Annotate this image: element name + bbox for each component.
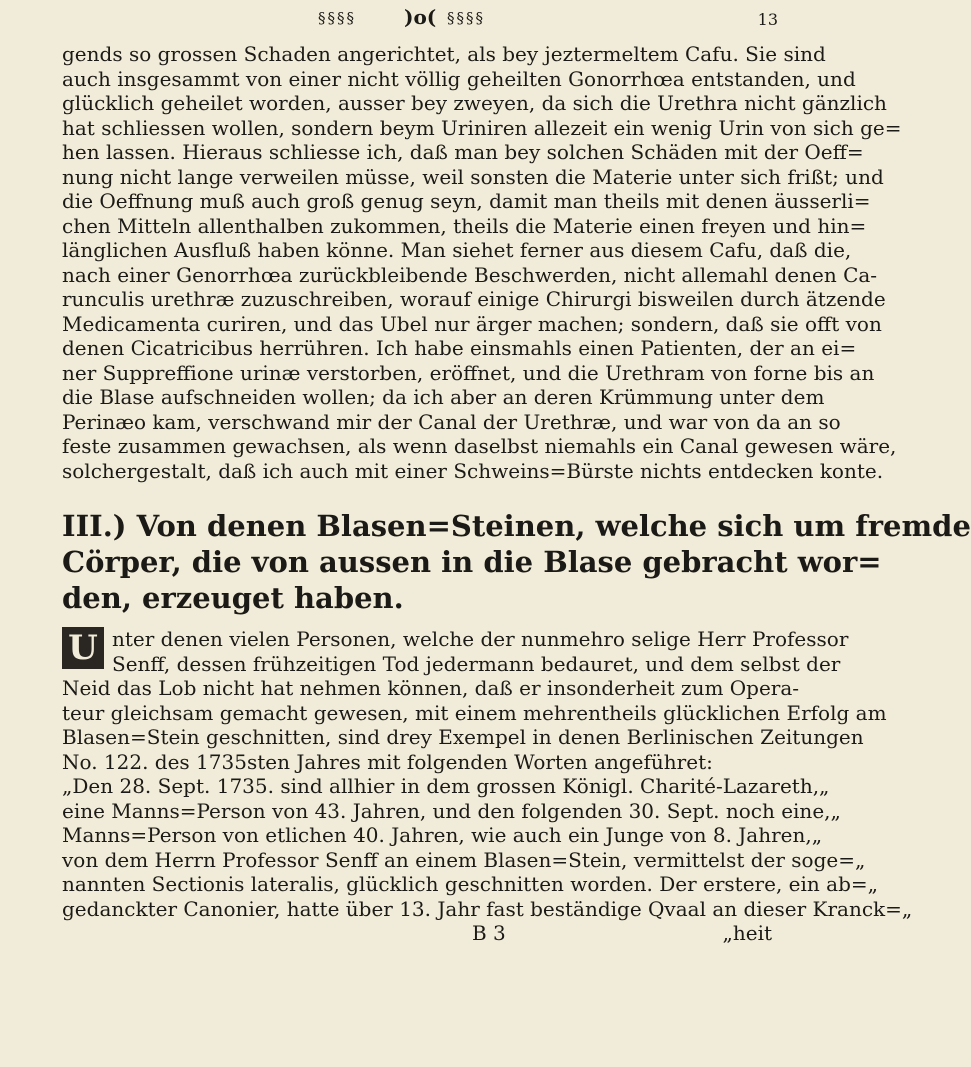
text-line: glücklich geheilet worden, ausser bey zweyen, da sich die Urethra nicht gänzlich: [62, 91, 887, 115]
section-heading: [62, 509, 971, 617]
text-line: die Blase aufschneiden wollen; da ich aber an deren Krümmung unter dem: [62, 385, 825, 409]
quote-line: von dem Herrn Professor Senff an einem Blasen=Stein, vermittelst der soge=„: [62, 847, 866, 872]
page-body: [62, 42, 971, 946]
paragraph-case-continuation: [62, 42, 902, 483]
text-line: denen Cicatricibus herrühren. Ich habe einsmahls einen Patienten, der an ei=: [62, 336, 857, 360]
text-line: gends so grossen Schaden angerichtet, als bey jeztermeltem Cafu. Sie sind: [62, 42, 826, 66]
text-line: länglichen Ausfluß haben könne. Man siehet ferner aus diesem Cafu, daß die,: [62, 238, 852, 262]
signature-mark: B 3: [472, 921, 506, 945]
text-line: hat schliessen wollen, sondern beym Uriniren allezeit ein wenig Urin von sich ge=: [62, 115, 902, 140]
text-line: runculis urethræ zuzuschreiben, worauf einige Chirurgi bisweilen durch ätzende: [62, 287, 886, 311]
text-line: Medicamenta curiren, und das Ubel nur ärger machen; sondern, daß sie offt von: [62, 311, 882, 336]
quote-line: gedanckter Canonier, hatte über 13. Jahr fast beständige Qvaal an dieser Kranck=„: [62, 896, 913, 921]
ornament-right-icon: §§§§: [447, 9, 485, 27]
text-line: nter denen vielen Personen, welche der nunmehro selige Herr Professor: [112, 627, 849, 651]
text-line: ner Suppreffione urinæ verstorben, eröffnet, und die Urethram von forne bis an: [62, 360, 875, 385]
quote-line: nannten Sectionis lateralis, glücklich geschnitten worden. Der erstere, ein ab=„: [62, 872, 878, 896]
text-line: hen lassen. Hieraus schliesse ich, daß man bey solchen Schäden mit der Oeff=: [62, 140, 864, 164]
text-line: Perinæo kam, verschwand mir der Canal der Urethræ, und war von da an so: [62, 409, 841, 434]
heading-line: III.) Von denen Blasen=Steinen, welche sich um fremde: [62, 509, 971, 543]
heading-line: Cörper, die von aussen in die Blase gebracht wor=: [62, 545, 882, 579]
text-line: nung nicht lange verweilen müsse, weil sonsten die Materie unter sich frißt; und: [62, 164, 884, 189]
catchword: „heit: [722, 921, 772, 945]
text-line: Blasen=Stein geschnitten, sind drey Exempel in denen Berlinischen Zeitungen: [62, 725, 864, 749]
text-line: feste zusammen gewachsen, als wenn daselbst niemahls ein Canal gewesen wäre,: [62, 434, 897, 458]
quote-line: „Den 28. Sept. 1735. sind allhier in dem grossen Königl. Charité-Lazareth,„: [62, 774, 830, 798]
quote-line: eine Manns=Person von 43. Jahren, und den folgenden 30. Sept. noch eine,„: [62, 798, 841, 823]
page-number: 13: [757, 10, 778, 29]
text-line: die Oeffnung muß auch groß genug seyn, damit man theils mit denen äusserli=: [62, 189, 871, 213]
text-line: auch insgesammt von einer nicht völlig geheilten Gonorrhœa entstanden, und: [62, 66, 856, 91]
text-line: No. 122. des 1735sten Jahres mit folgenden Worten angeführet:: [62, 749, 713, 774]
text-line: Senff, dessen frühzeitigen Tod jedermann bedauret, und dem selbst der: [112, 651, 841, 676]
paragraph-senff: [62, 627, 913, 921]
text-line: chen Mitteln allenthalben zukommen, theils die Materie einen freyen und hin=: [62, 213, 867, 238]
ornament-left-icon: §§§§: [318, 9, 356, 27]
text-line: solchergestalt, daß ich auch mit einer Schweins=Bürste nichts entdecken konte.: [62, 458, 884, 483]
drop-cap: U: [62, 627, 104, 669]
header-brace: )o(: [404, 5, 437, 29]
heading-line: den, erzeuget haben.: [62, 581, 404, 615]
text-line: teur gleichsam gemacht gewesen, mit einem mehrentheils glücklichen Erfolg am: [62, 700, 887, 725]
quote-line: Manns=Person von etlichen 40. Jahren, wie auch ein Junge von 8. Jahren,„: [62, 823, 823, 847]
text-line: nach einer Genorrhœa zurückbleibende Beschwerden, nicht allemahl denen Ca-: [62, 262, 878, 287]
page-footer: [62, 921, 772, 946]
text-line: Neid das Lob nicht hat nehmen können, daß er insonderheit zum Opera-: [62, 676, 800, 700]
